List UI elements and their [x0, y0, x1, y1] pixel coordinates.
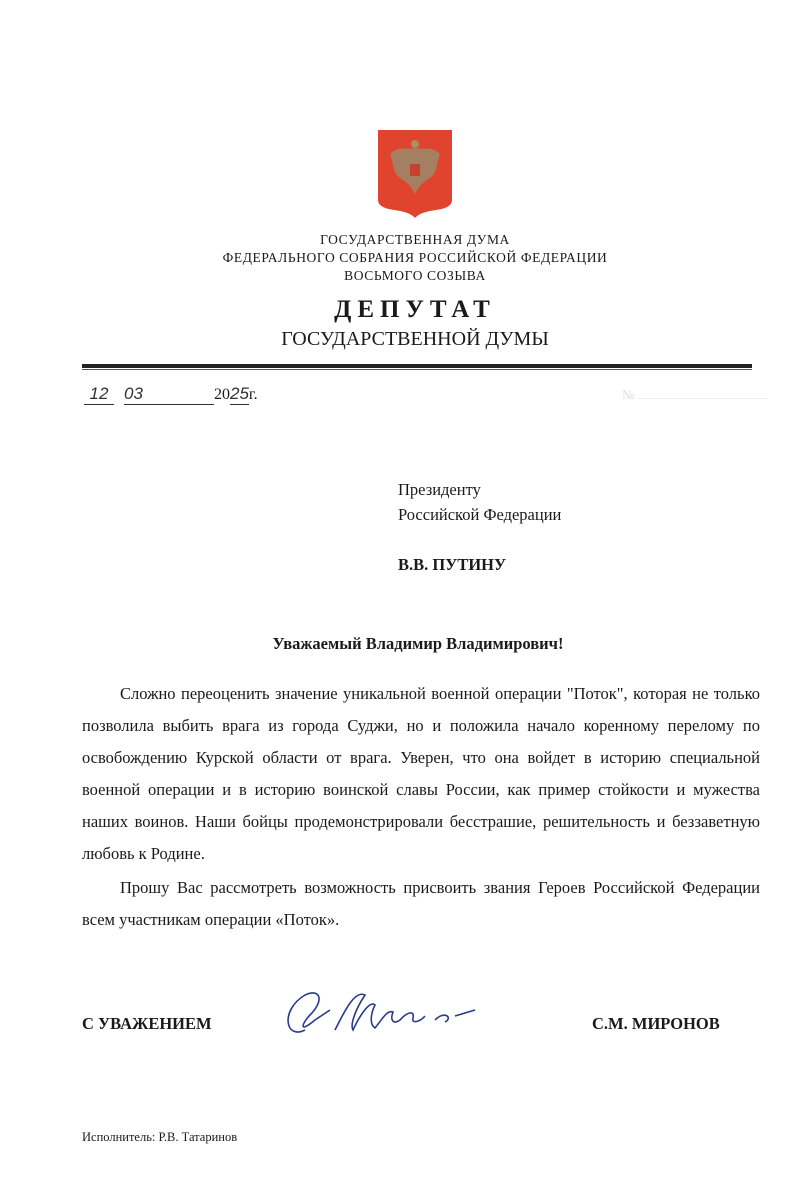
- letter-body: [82, 678, 760, 936]
- salutation: Уважаемый Владимир Владимирович!: [272, 634, 564, 653]
- addressee-name: В.В. ПУТИНУ: [398, 555, 507, 574]
- executor: Исполнитель: Р.В. Татаринов: [82, 1130, 238, 1144]
- coat-of-arms-emblem: [376, 128, 454, 218]
- header-title: ДЕПУТАТ: [334, 296, 496, 323]
- closing: С УВАЖЕНИЕМ: [82, 1014, 212, 1033]
- date-field: [84, 384, 258, 405]
- header-line-3: ВОСЬМОГО СОЗЫВА: [344, 268, 486, 283]
- addressee-line-2: Российской Федерации: [398, 505, 562, 524]
- reg-number-prefix: №: [622, 387, 635, 402]
- header-subtitle: ГОСУДАРСТВЕННОЙ ДУМЫ: [281, 328, 549, 350]
- date-year-mark: г.: [248, 386, 258, 403]
- paragraph-2: Прошу Вас рассмотреть возможность присвоить звания Героев Российской Федерации всем участникам операции «Поток».: [82, 878, 760, 929]
- signer-name: С.М. МИРОНОВ: [592, 1014, 720, 1033]
- date-year-suffix: 25: [230, 384, 249, 403]
- signature: [275, 980, 525, 1050]
- date-day: 12: [84, 384, 114, 405]
- date-year-prefix: 20: [214, 386, 230, 403]
- header-line-1: ГОСУДАРСТВЕННАЯ ДУМА: [320, 232, 510, 247]
- header-line-2: ФЕДЕРАЛЬНОГО СОБРАНИЯ РОССИЙСКОЙ ФЕДЕРАЦИИ: [222, 250, 608, 265]
- date-month: 03: [124, 384, 214, 405]
- header-rule: [82, 364, 752, 368]
- addressee-line-1: Президенту: [398, 480, 481, 499]
- registration-number: [622, 386, 768, 403]
- header-rule-thin: [82, 369, 752, 370]
- paragraph-1: Сложно переоценить значение уникальной военной операции "Поток", которая не только позволила выбить врага из города Суджи, но и положила начало коренному перелому по освобождению Курской области от врага. Уверен, что она войдет в историю специальной военной операции и в историю воинской славы России, как пример стойкости и мужества наших воинов. Наши бойцы продемонстрировали бесстрашие, решительность и беззаветную любовь к Родине.: [82, 684, 760, 863]
